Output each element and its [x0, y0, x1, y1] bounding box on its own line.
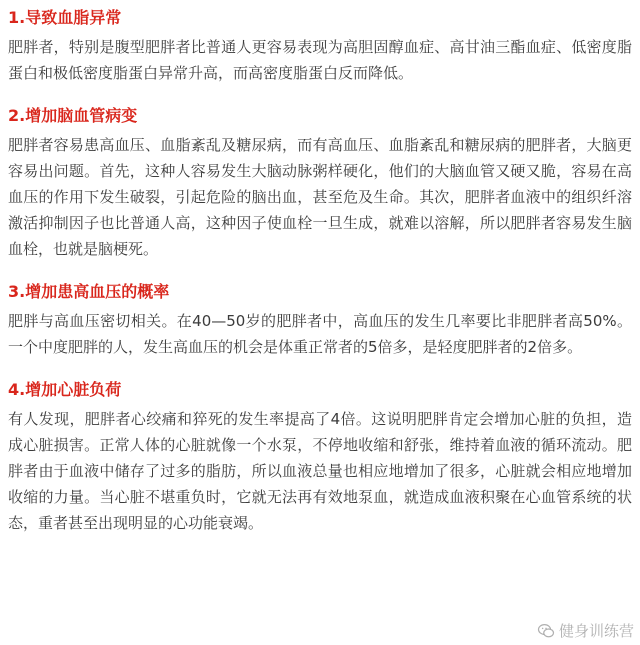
- section-heading: 1.导致血脂异常: [8, 8, 122, 27]
- section-hypertension: [8, 280, 632, 360]
- section-heart-load: [8, 378, 632, 536]
- section-body: 肥胖者，特别是腹型肥胖者比普通人更容易表现为高胆固醇血症、高甘油三酯血症、低密度脂蛋白和极低密度脂蛋白异常升高，而高密度脂蛋白反而降低。: [8, 38, 632, 82]
- section-cerebrovascular: [8, 104, 632, 262]
- section-body: 肥胖者容易患高血压、血脂紊乱及糖尿病，而有高血压、血脂紊乱和糖尿病的肥胖者，大脑更容易出问题。首先，这种人容易发生大脑动脉粥样硬化，他们的大脑血管又硬又脆，容易在高血压的作用下发生破裂，引起危险的脑出血，甚至危及生命。其次，肥胖者血液中的组织纤溶激活抑制因子也比普通人高，这种因子使血栓一旦生成，就难以溶解，所以肥胖者容易发生脑血栓，也就是脑梗死。: [8, 136, 632, 258]
- wechat-icon: [537, 622, 555, 640]
- section-blood-lipids: [8, 6, 632, 86]
- watermark-text: 健身训练营: [558, 622, 634, 640]
- section-body: 肥胖与高血压密切相关。在40—50岁的肥胖者中，高血压的发生几率要比非肥胖者高50%。一个中度肥胖的人，发生高血压的机会是体重正常者的5倍多，是轻度肥胖者的2倍多。: [8, 312, 632, 356]
- watermark: [537, 620, 634, 641]
- article: [8, 6, 632, 554]
- section-heading: 2.增加脑血管病变: [8, 106, 138, 125]
- section-heading: 3.增加患高血压的概率: [8, 282, 170, 301]
- section-heading: 4.增加心脏负荷: [8, 380, 122, 399]
- section-body: 有人发现，肥胖者心绞痛和猝死的发生率提高了4倍。这说明肥胖肯定会增加心脏的负担，造成心脏损害。正常人体的心脏就像一个水泵，不停地收缩和舒张，维持着血液的循环流动。肥胖者由于血液中储存了过多的脂肪，所以血液总量也相应地增加了很多，心脏就会相应地增加收缩的力量。当心脏不堪重负时，它就无法再有效地泵血，就造成血液积聚在心血管系统的状态，重者甚至出现明显的心功能衰竭。: [8, 410, 632, 532]
